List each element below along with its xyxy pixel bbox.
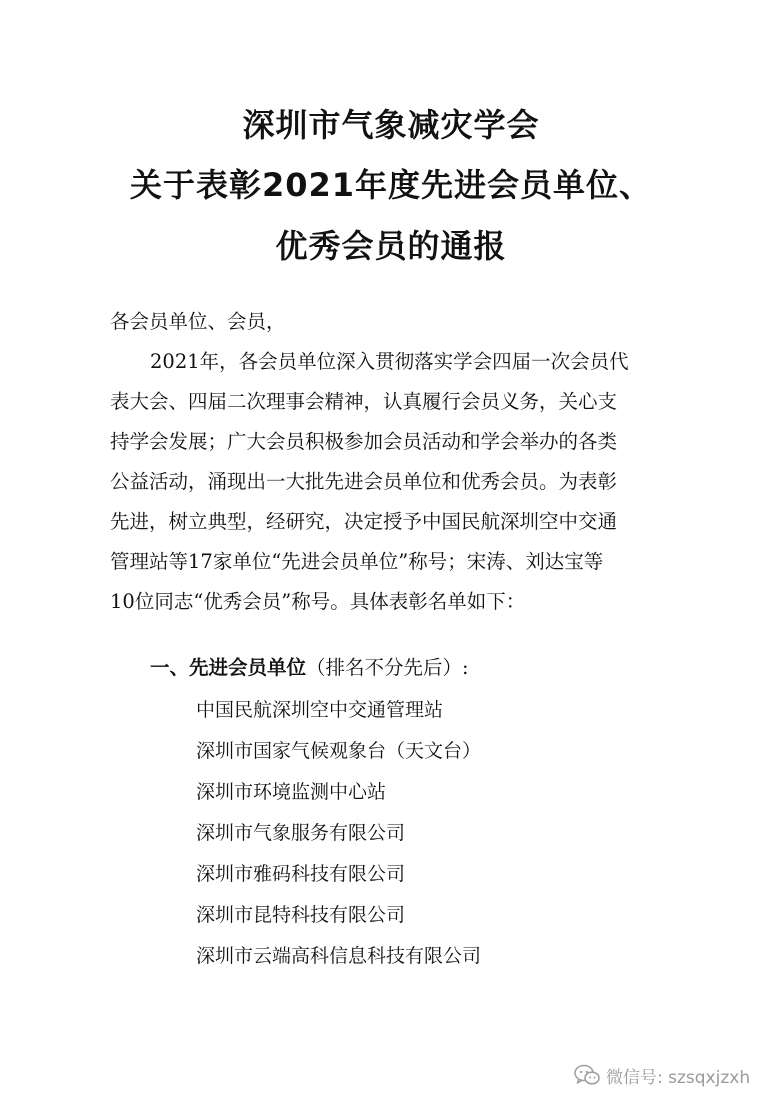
section-heading xyxy=(150,648,469,688)
wechat-watermark xyxy=(574,1060,750,1090)
wechat-icon xyxy=(574,1064,600,1086)
title-line-1: 深圳市气象减灾学会 xyxy=(242,106,540,144)
list-item: 深圳市国家气候观象台（天文台） xyxy=(196,740,482,762)
body-paragraph xyxy=(110,342,670,622)
section-heading-label: 一、先进会员单位 xyxy=(150,656,307,679)
paragraph-line: 公益活动，涌现出一大批先进会员单位和优秀会员。为表彰 xyxy=(110,470,618,493)
paragraph-line: 持学会发展；广大会员积极参加会员活动和学会举办的各类 xyxy=(110,430,618,453)
watermark-text: 微信号: szsqxjzxh xyxy=(606,1067,751,1088)
title-line-3: 优秀会员的通报 xyxy=(275,227,507,265)
paragraph-line: 表大会、四届二次理事会精神，认真履行会员义务，关心支 xyxy=(110,390,618,413)
list-item: 深圳市昆特科技有限公司 xyxy=(196,904,406,926)
list-item: 中国民航深圳空中交通管理站 xyxy=(196,699,444,721)
salutation: 各会员单位、会员， xyxy=(110,310,286,333)
advanced-unit-list xyxy=(196,690,481,977)
paragraph-line: 2021年，各会员单位深入贯彻落实学会四届一次会员代 xyxy=(150,350,629,373)
list-item: 深圳市气象服务有限公司 xyxy=(196,822,406,844)
paragraph-line: 管理站等17家单位“先进会员单位”称号；宋涛、刘达宝等 xyxy=(110,550,604,573)
list-item: 深圳市云端高科信息科技有限公司 xyxy=(196,945,482,967)
list-item: 深圳市环境监测中心站 xyxy=(196,781,387,803)
title-line-2: 关于表彰2021年度先进会员单位、 xyxy=(129,166,653,204)
section-heading-note: （排名不分先后）: xyxy=(306,656,469,679)
list-item: 深圳市雅码科技有限公司 xyxy=(196,863,406,885)
paragraph-line: 先进，树立典型，经研究，决定授予中国民航深圳空中交通 xyxy=(110,510,618,533)
paragraph-line: 10位同志“优秀会员”称号。具体表彰名单如下： xyxy=(110,590,526,613)
